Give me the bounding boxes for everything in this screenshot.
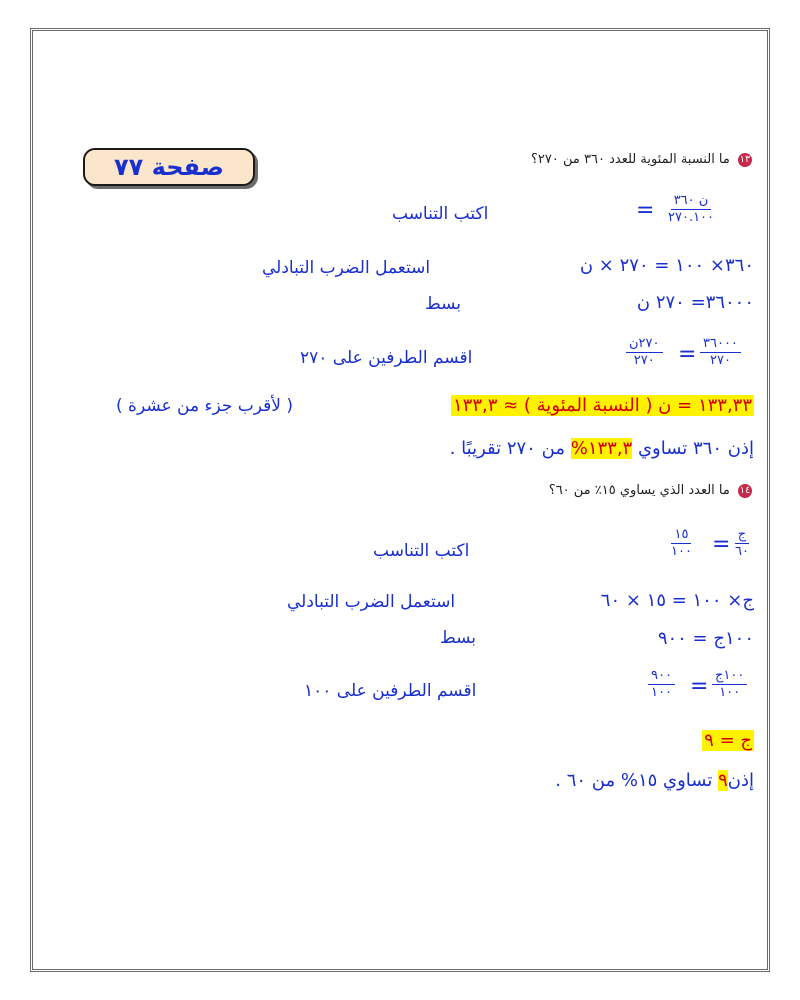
question-number-badge: ١٣: [739, 153, 751, 165]
conclusion-14: إذن٩ تساوي ١٥% من ٦٠ .: [555, 770, 754, 791]
division-fraction-left: ١٠٠ج ١٠٠: [712, 668, 747, 701]
equals-sign: =: [712, 532, 731, 557]
rounding-note: ( لأقرب جزء من عشرة ): [116, 396, 294, 416]
question-13-text: ما النسبة المئوية للعدد ٣٦٠ من ٢٧٠؟: [531, 152, 730, 167]
step-label: استعمل الضرب التبادلي: [262, 258, 431, 278]
cross-multiply-equation: ج× ١٠٠ = ١٥ × ٦٠: [600, 590, 754, 611]
result-highlight: ج = ٩: [704, 730, 752, 751]
answer-highlight: ٩: [718, 770, 728, 791]
proportion-fraction-left: ج ٦٠: [735, 527, 749, 559]
question-14-text: ما العدد الذي يساوي ١٥٪ من ٦٠؟: [548, 483, 730, 498]
step-label: اكتب التناسب: [373, 541, 470, 561]
simplify-equation: ١٠٠ج = ٩٠٠: [657, 628, 754, 649]
division-fraction-right: ٢٧٠ن ٢٧٠: [626, 336, 663, 369]
step-label: اقسم الطرفين على ٢٧٠: [300, 348, 473, 368]
equals-sign: =: [636, 198, 655, 223]
page-number-label: [83, 148, 255, 186]
result-highlight: ١٣٣,٣٣ = ن ( النسبة المئوية ) ≈ ١٣٣,٣: [452, 395, 752, 416]
cross-multiply-equation: ٣٦٠× ١٠٠ = ٢٧٠ × ن: [579, 255, 754, 276]
step-label: اقسم الطرفين على ١٠٠: [304, 681, 477, 701]
proportion-fraction: ن ٣٦٠ ٢٧٠.١٠٠: [668, 193, 715, 225]
answer-highlight: ١٣٣,٣%: [570, 438, 633, 459]
step-label: اكتب التناسب: [392, 204, 489, 224]
equals-sign: =: [678, 342, 697, 367]
step-label: استعمل الضرب التبادلي: [287, 592, 456, 612]
question-number-badge: ١٤: [739, 484, 751, 496]
step-label: بسط: [425, 294, 462, 314]
step-label: بسط: [440, 628, 477, 648]
question-14: [549, 483, 752, 498]
division-fraction-left: ٣٦٠٠٠ ٢٧٠: [700, 336, 741, 369]
simplify-equation: ٣٦٠٠٠= ٢٧٠ ن: [636, 292, 754, 313]
page-number-text: صفحة ٧٧: [114, 153, 224, 181]
question-13: [531, 152, 752, 167]
division-fraction-right: ٩٠٠ ١٠٠: [648, 668, 675, 701]
conclusion-13: إذن ٣٦٠ تساوي ١٣٣,٣% من ٢٧٠ تقريبًا .: [449, 438, 754, 459]
equals-sign: =: [690, 674, 709, 699]
proportion-fraction-right: ١٥ ١٠٠: [671, 527, 692, 559]
